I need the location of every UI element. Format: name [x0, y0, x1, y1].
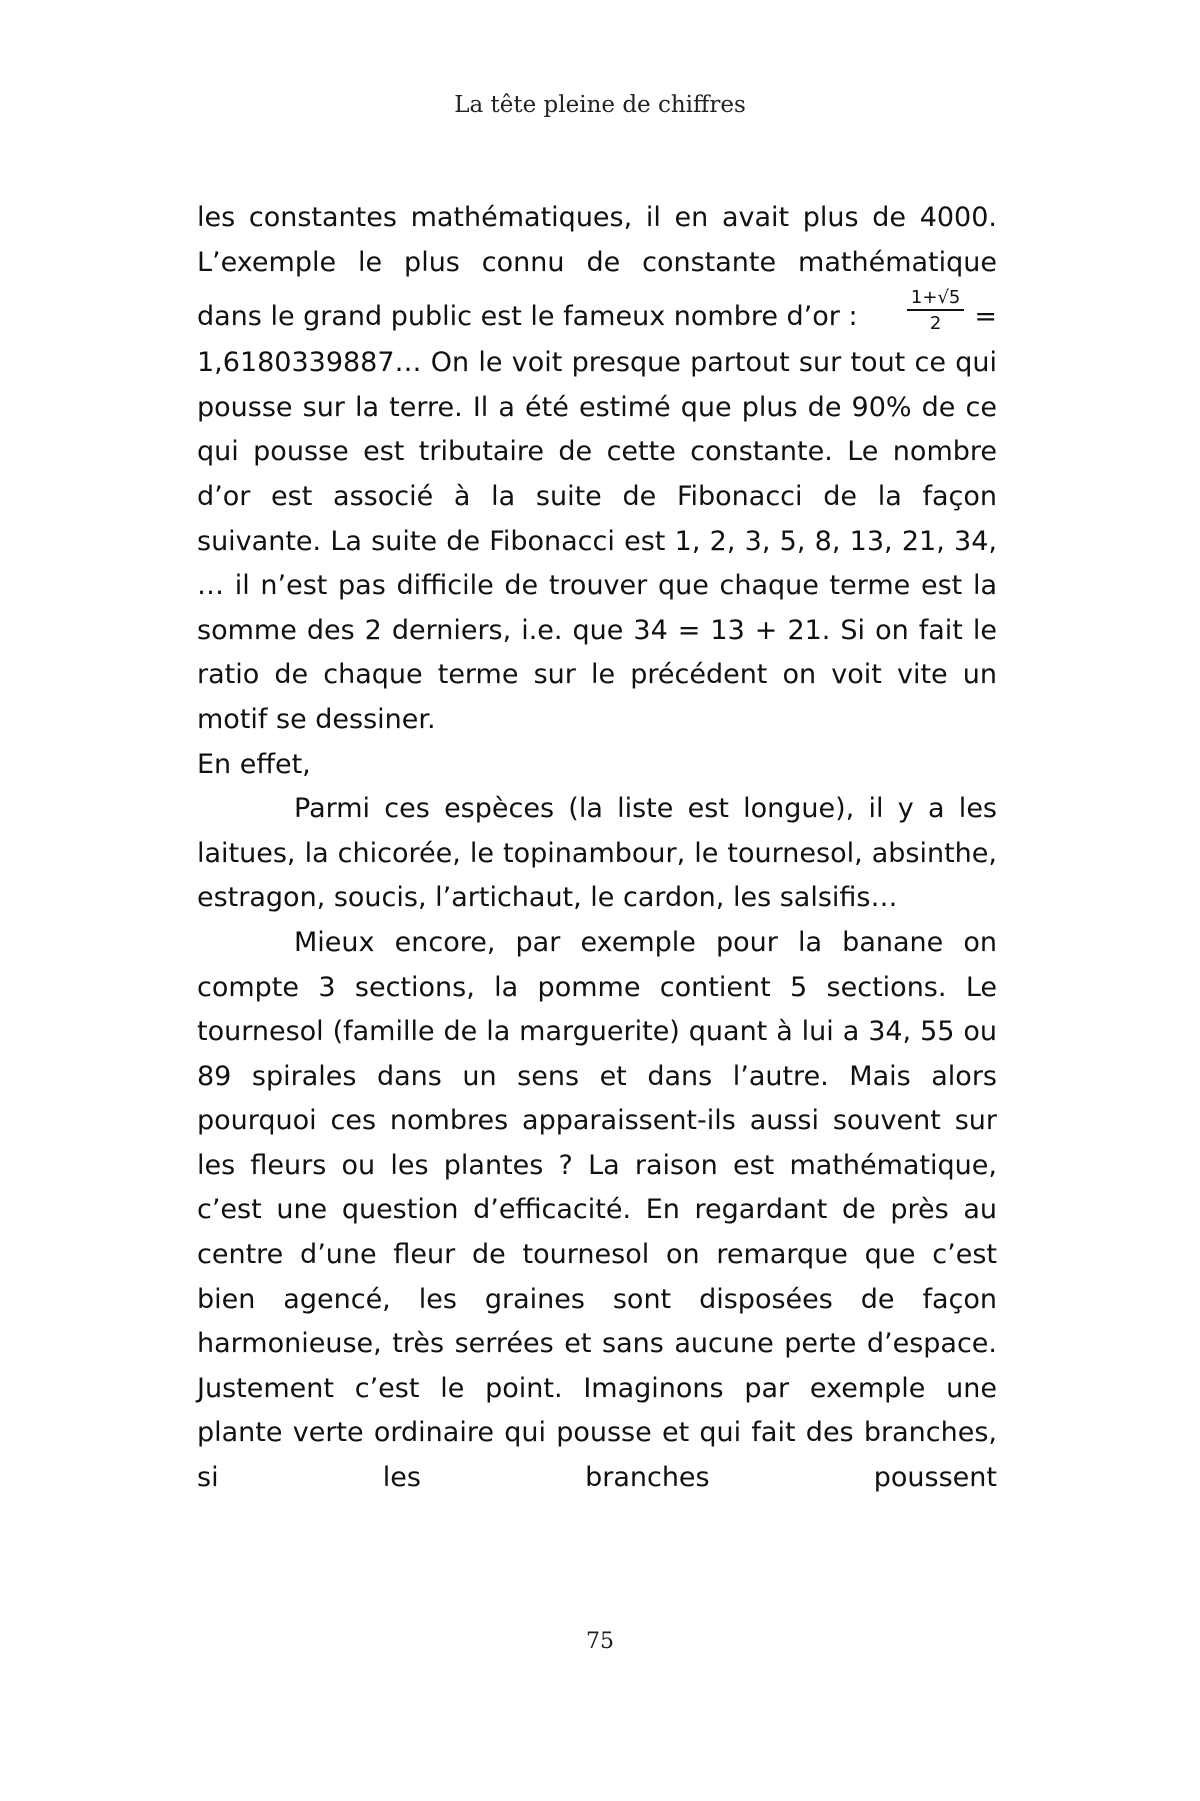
paragraph-text: Parmi ces espèces (la liste est longue), il y a les laitues, la chicorée, le topinambour, le tournesol, absinthe, estragon, soucis, l’artichaut, le cardon, les salsifis…: [197, 793, 997, 914]
golden-ratio-line: [197, 285, 997, 341]
paragraph-text: En effet,: [197, 748, 311, 780]
paragraph-line: L’exemple le plus connu de constante mathématique: [197, 246, 997, 278]
paragraph-text: 1,6180339887… On le voit presque partout sur tout ce qui pousse sur la terre. Il a été estimé que plus de 90% de ce qui pousse est tributaire de cette constante. Le nombre d’or est associé à la suite de Fibonacci de la façon suivante. La suite de Fibonacci est 1, 2, 3, 5, 8, 13, 21, 34, … il n’est pas difficile de trouver que chaque terme est la somme des 2 derniers, i.e. que 34 = 13 + 21. Si on fait le ratio de chaque terme sur le précédent on voit vite un motif se dessiner.: [197, 347, 997, 735]
paragraph-text: Mieux encore, par exemple pour la banane on compte 3 sections, la pomme contient 5 sections. Le tournesol (famille de la marguerite) quant à lui a 34, 55 ou 89 spirales dans un sens et dans l’autre. Mais alors pourquoi ces nombres apparaissent-ils aussi souvent sur les fleurs ou les plantes ? La raison est mathématique, c’est une question d’efficacité. En regardant de près au centre d’une fleur de tournesol on remarque que c’est bien agencé, les graines sont disposées de façon harmonieuse, très serrées et sans aucune perte d’espace. Justement c’est le point. Imaginons par exemple une plante verte ordinaire qui pousse et qui fait des branches, si les branches poussent: [197, 926, 997, 1494]
running-head-title: La tête pleine de chiffres: [454, 92, 746, 118]
fraction-numerator: 1+√5: [907, 287, 964, 311]
equals-sign: =: [974, 300, 997, 332]
fraction-denominator: 2: [929, 313, 942, 335]
page-body-text: [197, 196, 997, 1501]
golden-ratio-expression: [899, 287, 997, 339]
golden-ratio-fraction: [907, 287, 964, 335]
golden-ratio-lead-text: dans le grand public est le fameux nombre d’or :: [197, 300, 858, 332]
paragraph-line: les constantes mathématiques, il en avait plus de 4000.: [197, 202, 997, 233]
page-number: 75: [586, 1629, 614, 1654]
